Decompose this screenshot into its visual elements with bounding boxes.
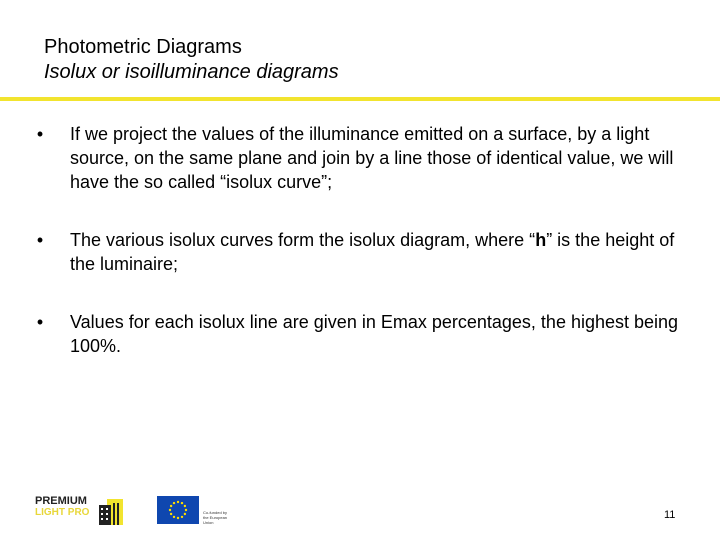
bullet-item xyxy=(30,310,690,358)
bullet-glyph: • xyxy=(36,124,44,144)
accent-divider xyxy=(0,97,720,101)
eu-stars-icon xyxy=(157,496,199,524)
bullet-text-pre: The various isolux curves form the isolux diagram, where “ xyxy=(70,230,536,250)
logo-word-light: LIGHT PRO xyxy=(35,507,90,518)
premium-light-logo xyxy=(35,493,130,525)
bullet-text: If we project the values of the illuminance emitted on a surface, by a light source, on the same plane and join by a line those of identical value, we will have the so called “isolux curve”; xyxy=(70,124,674,192)
bullet-text-post: ” is the height of the luminaire; xyxy=(70,230,675,274)
logo-word-premium: PREMIUM xyxy=(35,495,87,507)
eu-flag-icon xyxy=(157,496,199,524)
page-number: 11 xyxy=(664,509,676,521)
bullet-text-strong: h xyxy=(535,230,547,250)
bullet-glyph: • xyxy=(36,312,44,332)
bullet-list xyxy=(30,122,690,358)
bullet-item xyxy=(30,122,690,194)
building-icon xyxy=(97,495,125,525)
slide-title: Photometric Diagrams xyxy=(44,36,242,58)
slide-subtitle: Isolux or isoilluminance diagrams xyxy=(44,61,339,83)
title-block xyxy=(44,35,339,85)
eu-caption: Co-funded by the European Union xyxy=(203,510,228,525)
bullet-item xyxy=(30,228,690,276)
eu-logo xyxy=(157,496,231,524)
bullet-glyph: • xyxy=(36,230,44,250)
bullet-text: Values for each isolux line are given in Emax percentages, the highest being 100%. xyxy=(70,312,679,356)
